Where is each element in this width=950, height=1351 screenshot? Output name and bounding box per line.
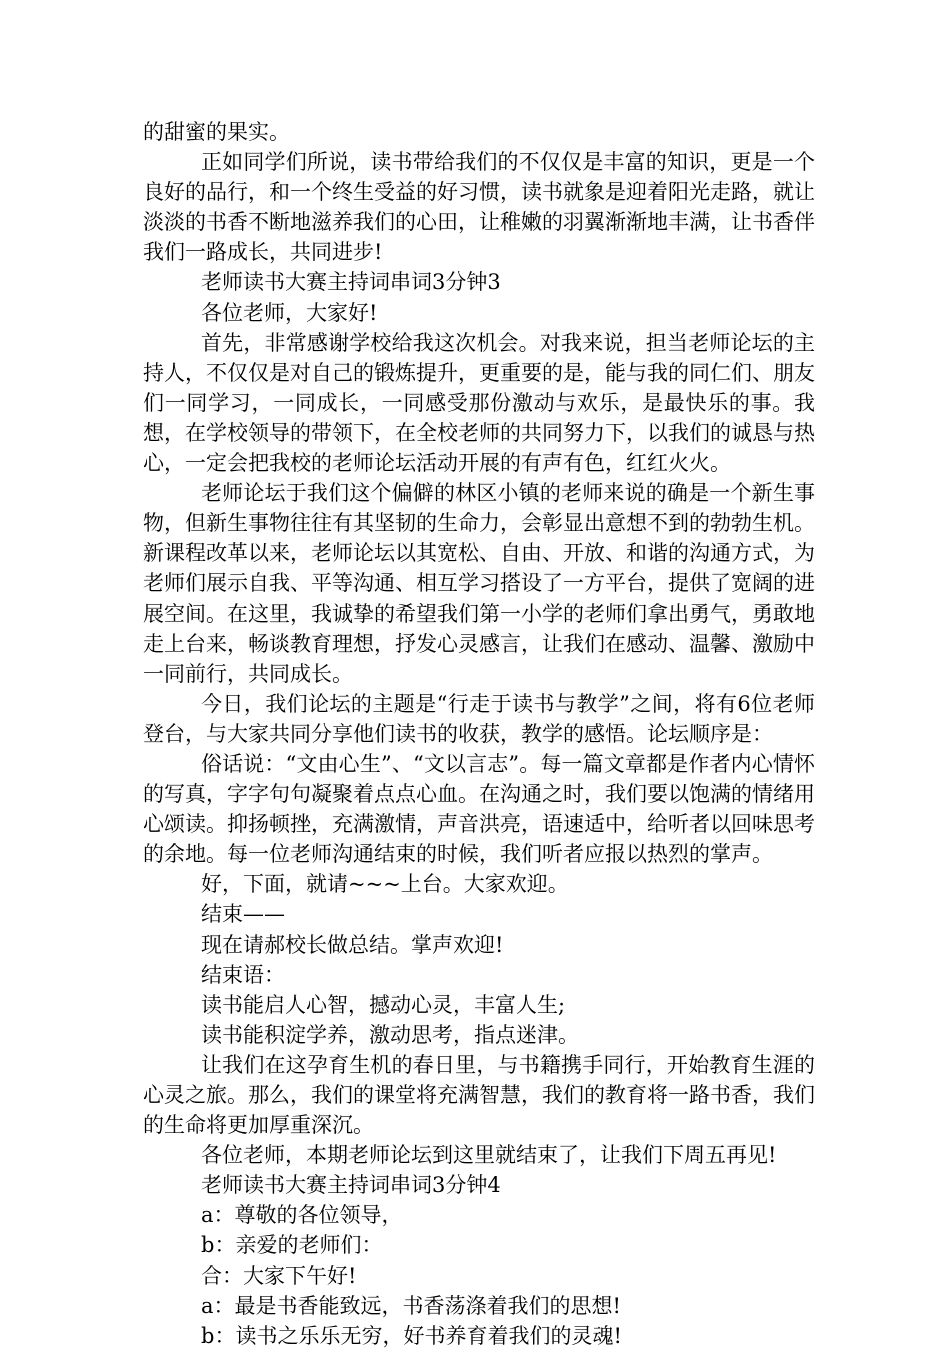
- dialogue-line: b：读书之乐乐无穷，好书养育着我们的灵魂!: [201, 1323, 622, 1348]
- paragraph: 读书能积淀学养，激动思考，指点迷津。: [201, 1022, 579, 1047]
- paragraph: 正如同学们所说，读书带给我们的不仅仅是丰富的知识，更是一个良好的品行，和一个终生受益的好习惯，读书就象是迎着阳光走路，就让淡淡的书香不断地滋养我们的心田，让稚嫩的羽翼渐渐地丰满，让书香伴我们一路成长，共同进步!: [143, 150, 815, 265]
- paragraph: 俗话说：“文由心生”、“文以言志”。每一篇文章都是作者内心情怀的写真，字字句句凝聚着点点心血。在沟通之时，我们要以饱满的情绪用心颂读。抑扬顿挫，充满激情，声音洪亮，语速适中，给听者以回味思考的余地。每一位老师沟通结束的时候，我们听者应报以热烈的掌声。: [143, 751, 815, 867]
- paragraph: 好，下面，就请~~~上台。大家欢迎。: [201, 872, 569, 897]
- greeting: 各位老师，大家好!: [201, 300, 378, 325]
- document-body: [143, 117, 815, 1351]
- dialogue-line: a：最是书香能致远，书香荡涤着我们的思想!: [201, 1293, 621, 1318]
- section-heading: 老师读书大赛主持词串词3分钟3: [201, 270, 501, 295]
- paragraph: 各位老师，本期老师论坛到这里就结束了，让我们下周五再见!: [201, 1143, 777, 1168]
- paragraph: 读书能启人心智，撼动心灵，丰富人生;: [201, 992, 566, 1017]
- paragraph: 的甜蜜的果实。: [143, 120, 290, 144]
- paragraph: 结束——: [201, 902, 285, 927]
- paragraph: 今日，我们论坛的主题是“行走于读书与教学”之间，将有6位老师登台，与大家共同分享他们读书的收获，教学的感悟。论坛顺序是：: [143, 691, 815, 746]
- dialogue-line: b：亲爱的老师们：: [201, 1233, 383, 1258]
- paragraph: 现在请郝校长做总结。掌声欢迎!: [201, 932, 504, 957]
- paragraph: 首先，非常感谢学校给我这次机会。对我来说，担当老师论坛的主持人，不仅仅是对自己的锻炼提升，更重要的是，能与我的同仁们、朋友们一同学习，一同成长，一同感受那份激动与欢乐，是最快乐的事。我想，在学校领导的带领下，在全校老师的共同努力下，以我们的诚恳与热心，一定会把我校的老师论坛活动开展的有声有色，红红火火。: [143, 330, 815, 476]
- paragraph: 老师论坛于我们这个偏僻的林区小镇的老师来说的确是一个新生事物，但新生事物往往有其坚韧的生命力，会彰显出意想不到的勃勃生机。新课程改革以来，老师论坛以其宽松、自由、开放、和谐的沟通方式，为老师们展示自我、平等沟通、相互学习搭设了一方平台，提供了宽阔的进展空间。在这里，我诚挚的希望我们第一小学的老师们拿出勇气，勇敢地走上台来，畅谈教育理想，抒发心灵感言，让我们在感动、温馨、激励中一同前行，共同成长。: [143, 481, 815, 686]
- section-heading: 老师读书大赛主持词串词3分钟4: [201, 1173, 501, 1198]
- paragraph: 结束语：: [201, 962, 285, 987]
- dialogue-line: 合：大家下午好!: [201, 1263, 357, 1288]
- dialogue-line: a：尊敬的各位领导，: [201, 1203, 403, 1228]
- paragraph: 让我们在这孕育生机的春日里，与书籍携手同行，开始教育生涯的心灵之旅。那么，我们的课堂将充满智慧，我们的教育将一路书香，我们的生命将更加厚重深沉。: [143, 1052, 815, 1138]
